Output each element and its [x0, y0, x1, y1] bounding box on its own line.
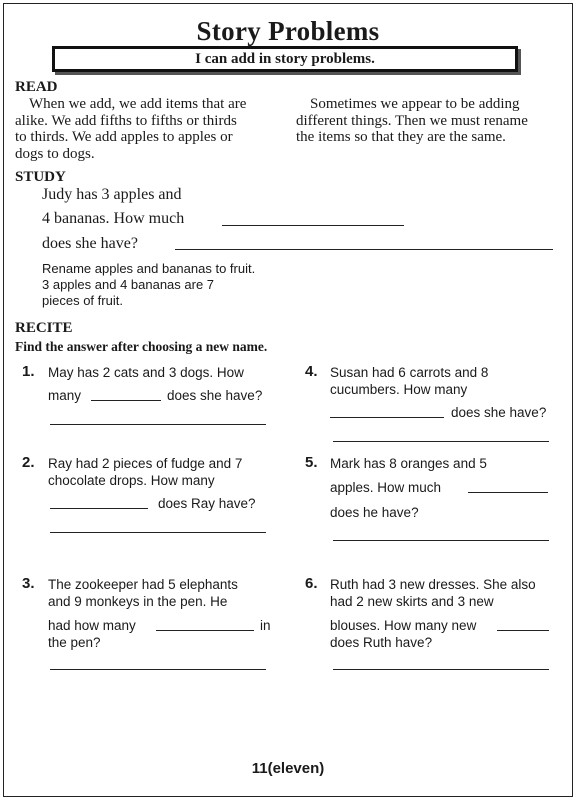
read-right-paragraph [296, 96, 566, 146]
problem-2-line-2: chocolate drops. How many [48, 473, 215, 488]
problem-1-line-2a: many [48, 388, 82, 403]
problem-6-number: 6. [305, 575, 318, 592]
rename-line: pieces of fruit. [42, 293, 123, 308]
read-heading: READ [15, 79, 58, 95]
read-left-line: dogs to dogs. [15, 145, 95, 162]
study-line-2: 4 bananas. How much [42, 210, 185, 227]
problem-3-rename-blank[interactable] [156, 630, 254, 631]
problem-3-answer-line[interactable] [50, 669, 266, 670]
study-heading: STUDY [15, 169, 66, 185]
problem-4-answer-line[interactable] [333, 441, 549, 442]
study-answer-blank-1[interactable] [222, 225, 404, 226]
rename-line: 3 apples and 4 bananas are 7 [42, 277, 215, 292]
problem-5-line-3: does he have? [330, 505, 419, 520]
read-left-line: to thirds. We add apples to apples or [15, 129, 233, 145]
problem-1-line-1: May has 2 cats and 3 dogs. How [48, 365, 244, 380]
problem-2-line-1: Ray had 2 pieces of fudge and 7 [48, 456, 243, 471]
read-right-line: Sometimes we appear to be adding [310, 96, 520, 112]
problem-4-line-3b: does she have? [451, 405, 547, 420]
problem-5-line-1: Mark has 8 oranges and 5 [330, 456, 487, 471]
problem-4-rename-blank[interactable] [330, 417, 444, 418]
problem-5-answer-line[interactable] [333, 540, 549, 541]
problem-5-line-2a: apples. How much [330, 480, 442, 495]
study-rename-note [42, 261, 255, 309]
problem-2-rename-blank[interactable] [50, 508, 148, 509]
recite-heading: RECITE [15, 320, 73, 336]
problem-3-line-2: and 9 monkeys in the pen. He [48, 594, 228, 609]
problem-6-line-4: does Ruth have? [330, 635, 433, 650]
problem-6-line-3a: blouses. How many new [330, 618, 477, 633]
recite-instruction: Find the answer after choosing a new name. [15, 339, 268, 354]
study-line-1: Judy has 3 apples and [42, 186, 182, 203]
objective-banner: I can add in story problems. [52, 46, 518, 72]
problem-3-line-1: The zookeeper had 5 elephants [48, 577, 238, 592]
problem-3-number: 3. [22, 575, 35, 592]
problem-2-answer-line[interactable] [50, 532, 266, 533]
problem-1-answer-line[interactable] [50, 424, 266, 425]
read-left-paragraph [15, 96, 285, 162]
read-right-line: the items so that they are the same. [296, 129, 506, 145]
page-number: 11(eleven) [251, 760, 325, 777]
problem-3-line-3a: had how many [48, 618, 136, 633]
read-left-line: When we add, we add items that are [29, 96, 247, 112]
problem-4-line-1: Susan had 6 carrots and 8 [330, 365, 489, 380]
read-right-line: different things. Then we must rename [296, 112, 528, 129]
problem-6-line-2: had 2 new skirts and 3 new [330, 594, 494, 609]
problem-4-number: 4. [305, 363, 318, 380]
problem-6-answer-line[interactable] [333, 669, 549, 670]
problem-5-rename-blank[interactable] [468, 492, 548, 493]
study-line-3: does she have? [42, 235, 138, 252]
problem-2-line-3b: does Ray have? [158, 496, 256, 511]
problem-1-number: 1. [22, 363, 35, 380]
page-title: Story Problems [196, 16, 380, 46]
read-left-line: alike. We add fifths to fifths or thirds [15, 112, 237, 129]
problem-5-number: 5. [305, 454, 318, 471]
problem-1-rename-blank[interactable] [91, 400, 161, 401]
problem-4-line-2: cucumbers. How many [330, 382, 468, 397]
problem-2-number: 2. [22, 454, 35, 471]
problem-3-line-3b: in [260, 618, 271, 633]
problem-1-line-2b: does she have? [167, 388, 263, 403]
problem-3-line-4: the pen? [48, 635, 101, 650]
rename-line: Rename apples and bananas to fruit. [42, 261, 256, 276]
problem-6-rename-blank[interactable] [497, 630, 549, 631]
problem-6-line-1: Ruth had 3 new dresses. She also [330, 577, 536, 592]
study-answer-blank-2[interactable] [175, 249, 553, 250]
